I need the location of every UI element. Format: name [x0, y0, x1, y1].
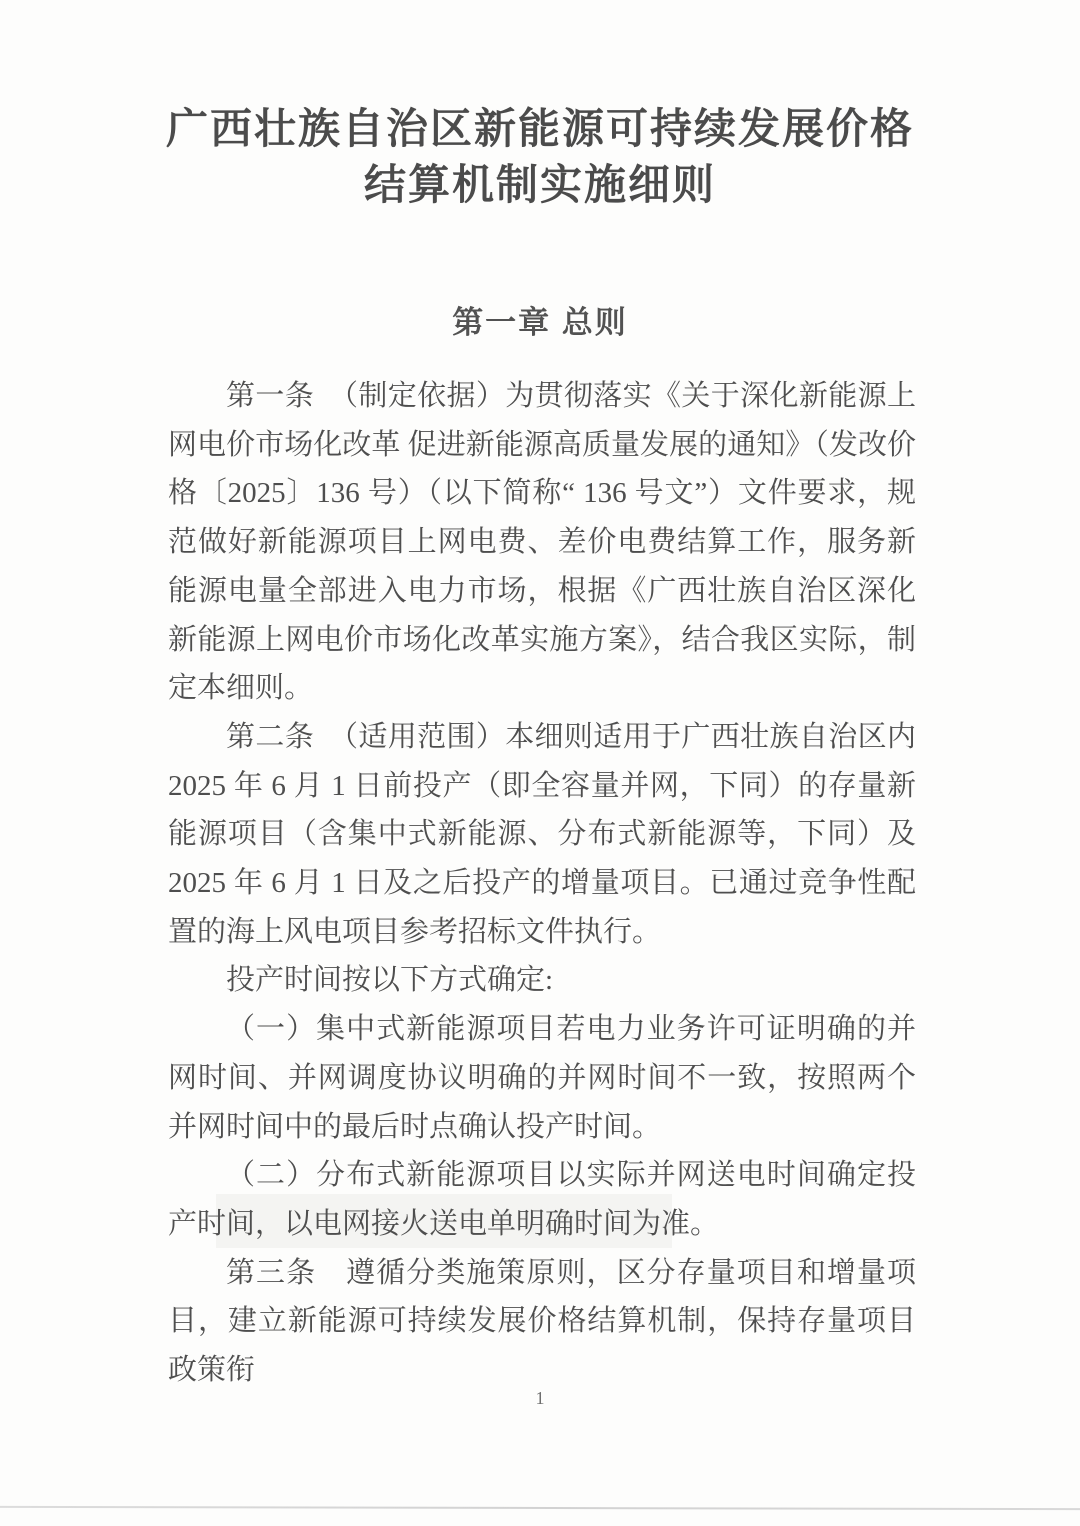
paragraph-article-1: 第一条 （制定依据）为贯彻落实《关于深化新能源上网电价市场化改革 促进新能源高质量发展的通知》（发改价格〔2025〕136 号）（以下简称“ 136 号文”）文件要求，规范做好新能源项目上网电费、差价电费结算工作，服务新能源电量全部进入电力市场，根据《广西壮族自治区深化新能源上网电价市场化改革实施方案》，结合我区实际，制定本细则。 [168, 380, 916, 705]
paragraph-article-2: 第二条 （适用范围）本细则适用于广西壮族自治区内 2025 年 6 月 1 日前投产（即全容量并网，下同）的存量新能源项目（含集中式新能源、分布式新能源等，下同）及 2025 年 6 月 1 日及之后投产的增量项目。已通过竞争性配置的海上风电项目参考招标文件执行。 [168, 720, 916, 948]
chapter-heading: 第一章 总则 [452, 305, 628, 340]
document-title-line-2: 结算机制实施细则 [363, 163, 716, 209]
paragraph-commissioning-time-intro: 投产时间按以下方式确定: [226, 964, 554, 997]
page-number: 1 [535, 1388, 545, 1408]
document-title [0, 102, 1080, 214]
paragraph-item-1: （一）集中式新能源项目若电力业务许可证明确的并网时间、并网调度协议明确的并网时间不一致，按照两个并网时间中的最后时点确认投产时间。 [168, 1013, 916, 1143]
page-edge-shadow [0, 1506, 1080, 1510]
document-title-line-1: 广西壮族自治区新能源可持续发展价格 [165, 107, 914, 153]
document-body [168, 372, 916, 1395]
paragraph-article-3: 第三条 遵循分类施策原则，区分存量项目和增量项目，建立新能源可持续发展价格结算机制，保持存量项目政策衔 [168, 1256, 916, 1387]
paragraph-item-2: （二）分布式新能源项目以实际并网送电时间确定投产时间，以电网接火送电单明确时间为准。 [168, 1159, 916, 1240]
